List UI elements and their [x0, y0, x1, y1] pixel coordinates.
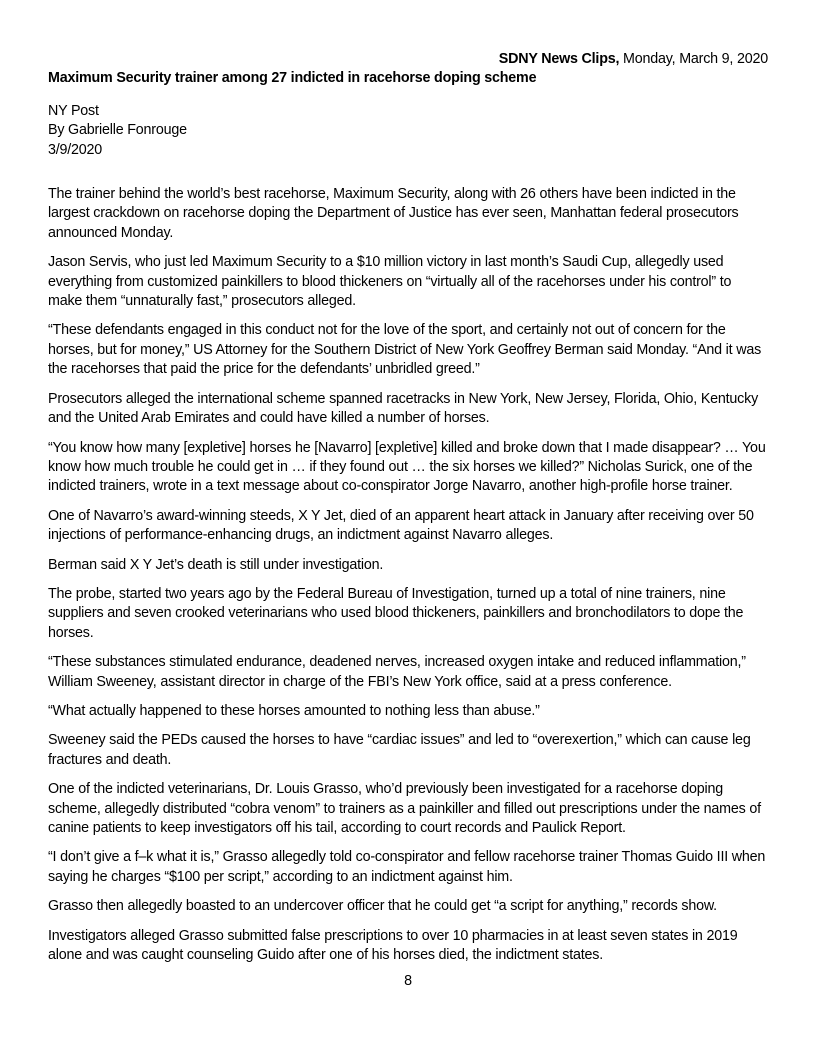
- article-paragraph: “I don’t give a f–k what it is,” Grasso allegedly told co-conspirator and fellow racehorse trainer Thomas Guido III when saying he charges “$100 per script,” according to an indictment against him.: [48, 849, 766, 885]
- article-byline: By Gabrielle Fonrouge: [48, 122, 187, 139]
- header-publication: SDNY News Clips,: [498, 51, 620, 67]
- article-paragraph: Jason Servis, who just led Maximum Security to a $10 million victory in last month’s Saudi Cup, allegedly used everything from customized painkillers to blood thickeners on “virtually all of the racehorses under his control” to make them “unnaturally fast,” prosecutors alleged.: [48, 254, 732, 310]
- page-number: 8: [404, 973, 412, 989]
- header-date: Monday, March 9, 2020: [623, 51, 768, 67]
- article-paragraph: Investigators alleged Grasso submitted false prescriptions to over 10 pharmacies in at least seven states in 2019 alone and was caught counseling Guido after one of his horses died, the indictment states.: [48, 927, 738, 964]
- article-source: NY Post: [48, 102, 99, 119]
- article-paragraph: One of the indicted veterinarians, Dr. Louis Grasso, who’d previously been investigated for a racehorse doping scheme, allegedly distributed “cobra venom” to trainers as a painkiller and filled out prescriptions under the names of canine patients to keep investigators off his tail, according to court records and Paulick Report.: [48, 781, 761, 836]
- article-body: [48, 185, 768, 965]
- article-paragraph: One of Navarro’s award-winning steeds, X Y Jet, died of an apparent heart attack in January after receiving over 50 injections of performance-enhancing drugs, an indictment against Navarro alleges.: [48, 507, 754, 544]
- article-paragraph: The probe, started two years ago by the Federal Bureau of Investigation, turned up a total of nine trainers, nine suppliers and seven crooked veterinarians who used blood thickeners, painkillers and bronchodilators to dope the horses.: [48, 585, 744, 641]
- article-paragraph: “What actually happened to these horses amounted to nothing less than abuse.”: [48, 702, 540, 719]
- article-paragraph: “These substances stimulated endurance, deadened nerves, increased oxygen intake and reduced inflammation,” William Sweeney, assistant director in charge of the FBI’s New York office, said at a press conference.: [48, 654, 746, 690]
- page-content: [48, 50, 768, 975]
- article-paragraph: Prosecutors alleged the international scheme spanned racetracks in New York, New Jersey, Florida, Ohio, Kentucky and the United Arab Emirates and could have killed a number of horses.: [48, 390, 759, 427]
- article-date: 3/9/2020: [48, 141, 103, 158]
- article-paragraph: The trainer behind the world’s best racehorse, Maximum Security, along with 26 others have been indicted in the largest crackdown on racehorse doping the Department of Justice has ever seen, Manhattan federal prosecutors announced Monday.: [48, 186, 739, 241]
- page-header: [48, 50, 768, 69]
- article-paragraph: Grasso then allegedly boasted to an undercover officer that he could get “a script for anything,” records show.: [48, 898, 717, 915]
- byline-block: [48, 102, 768, 160]
- article-headline: Maximum Security trainer among 27 indicted in racehorse doping scheme: [48, 70, 537, 87]
- article-paragraph: Sweeney said the PEDs caused the horses to have “cardiac issues” and led to “overexertion,” which can cause leg fractures and death.: [48, 732, 751, 768]
- article-paragraph: Berman said X Y Jet’s death is still under investigation.: [48, 556, 384, 573]
- article-paragraph: “You know how many [expletive] horses he [Navarro] [expletive] killed and broke down that I made disappear? … You know how much trouble he could get in … if they found out … the six horses we killed?” Nicholas Surick, one of the indicted trainers, wrote in a text message about co-conspirator Jorge Navarro, another high-profile horse trainer.: [48, 439, 766, 495]
- article-paragraph: “These defendants engaged in this conduct not for the love of the sport, and certainly not out of concern for the horses, but for money,” US Attorney for the Southern District of New York Geoffrey Berman said Monday. “And it was the racehorses that paid the price for the defendants’ unbridled greed.”: [48, 322, 762, 378]
